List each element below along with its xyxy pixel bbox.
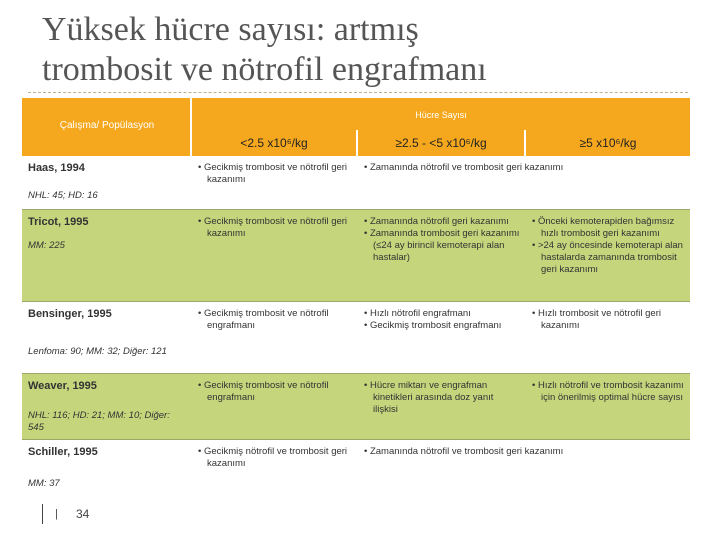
list-item: • Önceki kemoterapiden bağımsız hızlı trombosit geri kazanımı xyxy=(532,216,675,239)
list-item: • Hızlı nötrofil engrafmanı xyxy=(364,308,471,319)
study-population: MM: 37 xyxy=(28,478,60,489)
header-sub-high: ≥5 x10⁶/kg xyxy=(526,130,690,156)
cell-mid-high-count xyxy=(364,162,684,174)
study-name: Bensinger, 1995 xyxy=(28,308,112,320)
cell-low-count xyxy=(198,216,348,240)
list-item: • Hücre miktarı ve engrafman kinetikleri arasında doz yanıt ilişkisi xyxy=(364,380,494,415)
study-name: Weaver, 1995 xyxy=(28,380,97,392)
header-cell-count-label: Hücre Sayısı xyxy=(415,110,467,120)
header-sub-mid: ≥2.5 - <5 x10⁶/kg xyxy=(358,130,524,156)
list-item: • >24 ay öncesinde kemoterapi alan hastalarda zamanında trombosit geri kazanımı xyxy=(532,240,683,275)
cell-high-count xyxy=(532,380,688,404)
study-name: Tricot, 1995 xyxy=(28,216,89,228)
table-row xyxy=(22,156,690,210)
table-row xyxy=(22,302,690,374)
header-study-population-label: Çalışma/ Popülasyon xyxy=(59,120,155,131)
list-item: • Gecikmiş trombosit ve nötrofil engrafmanı xyxy=(198,380,329,403)
list-item: • Gecikmiş trombosit engrafmanı xyxy=(364,320,502,331)
slide-title xyxy=(42,10,702,90)
list-item: • Hızlı trombosit ve nötrofil geri kazanımı xyxy=(532,308,661,331)
list-item: • Hızlı nötrofil ve trombosit kazanımı için önerilmiş optimal hücre sayısı xyxy=(532,380,684,403)
cell-low-count xyxy=(198,308,348,332)
list-item: • Zamanında nötrofil ve trombosit geri kazanımı xyxy=(364,446,564,457)
table-row xyxy=(22,210,690,302)
list-item: • Zamanında nötrofil ve trombosit geri kazanımı xyxy=(364,162,564,173)
study-name: Schiller, 1995 xyxy=(28,446,98,458)
header-study-population xyxy=(22,98,190,156)
list-item: • Zamanında nötrofil geri kazanımı xyxy=(364,216,509,227)
footer-divider xyxy=(42,504,43,524)
slide-title-line-2: trombosit ve nötrofil engrafmanı xyxy=(42,51,487,88)
slide-title-line-1: Yüksek hücre sayısı: artmış xyxy=(42,11,419,48)
list-item: • Gecikmiş trombosit ve nötrofil geri kazanımı xyxy=(198,216,348,239)
header-sub-low: <2.5 x10⁶/kg xyxy=(192,130,356,156)
title-divider xyxy=(28,92,688,93)
cell-low-count xyxy=(198,380,348,404)
results-table xyxy=(22,98,690,495)
list-item: • Gecikmiş nötrofil ve trombosit geri kazanımı xyxy=(198,446,348,469)
table-row xyxy=(22,374,690,440)
table-row xyxy=(22,440,690,495)
list-item: • Gecikmiş trombosit ve nötrofil geri kazanımı xyxy=(198,162,348,185)
cell-high-count xyxy=(532,216,688,276)
cell-mid-count xyxy=(364,216,520,264)
list-item: • Gecikmiş trombosit ve nötrofil engrafmanı xyxy=(198,308,329,331)
list-item: • Zamanında trombosit geri kazanımı (≤24 ay birincil kemoterapi alan hastalar) xyxy=(364,228,520,263)
study-population: NHL: 116; HD: 21; MM: 10; Diğer: 545 xyxy=(28,410,170,433)
study-name: Haas, 1994 xyxy=(28,162,85,174)
study-population: MM: 225 xyxy=(28,240,65,251)
cell-low-count xyxy=(198,162,348,186)
footer-mark: | xyxy=(55,508,58,520)
cell-mid-count xyxy=(364,308,520,332)
study-population: Lenfoma: 90; MM: 32; Diğer: 121 xyxy=(28,346,167,357)
study-population: NHL: 45; HD: 16 xyxy=(28,190,98,201)
cell-low-count xyxy=(198,446,348,470)
cell-mid-high-count xyxy=(364,446,684,458)
cell-mid-count xyxy=(364,380,520,416)
cell-high-count xyxy=(532,308,688,332)
header-cell-count-group xyxy=(192,98,690,130)
page-number: 34 xyxy=(76,507,90,521)
